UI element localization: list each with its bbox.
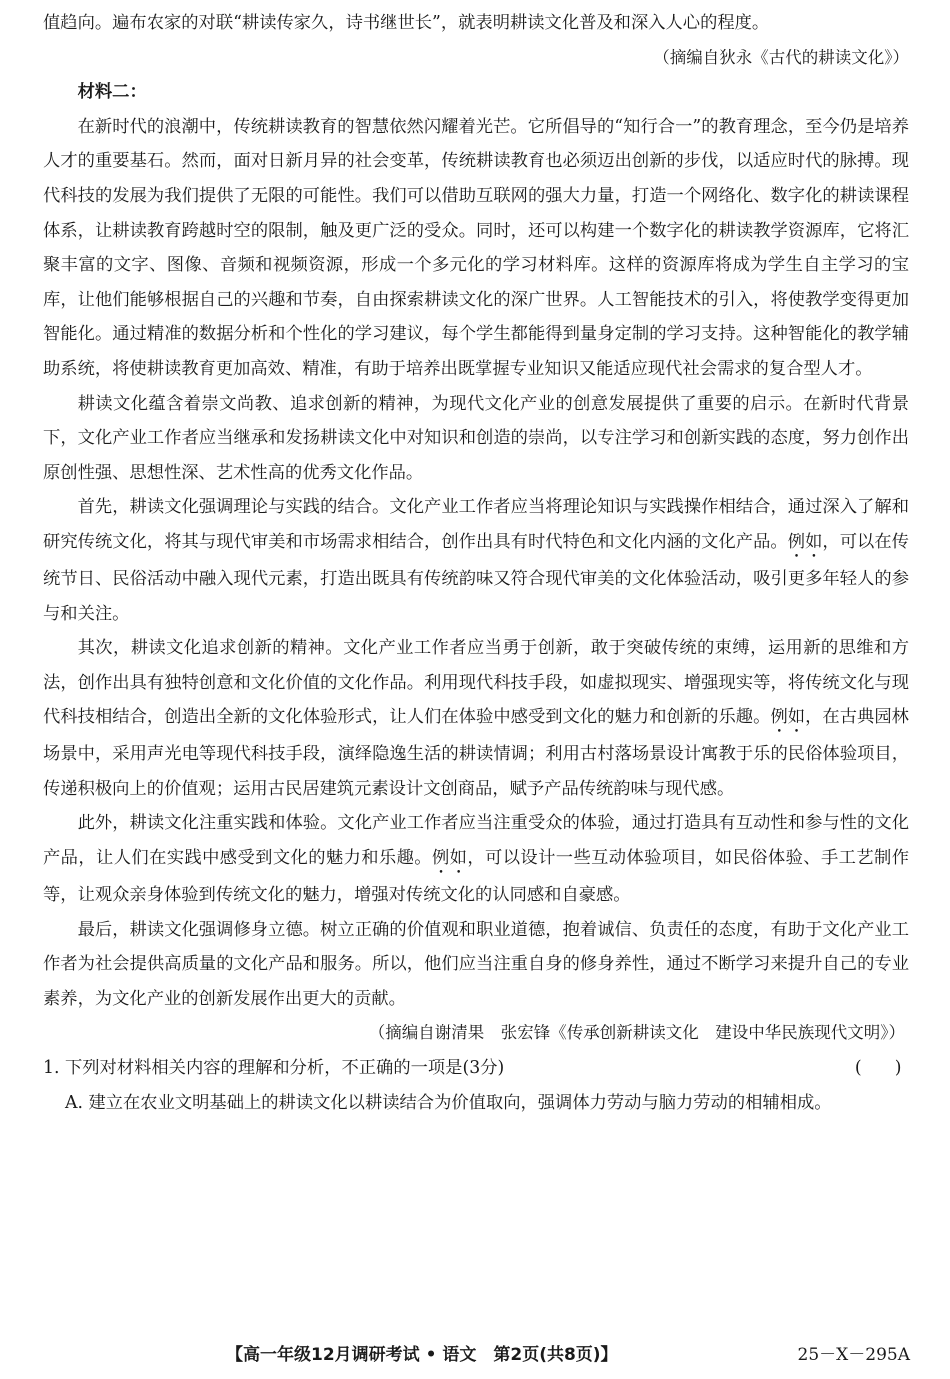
material1-tail-paragraph: 值趋向。遍布农家的对联“耕读传家久，诗书继世长”，就表明耕读文化普及和深入人心的程度。 xyxy=(43,13,770,33)
paragraph-3-text-b: ，可以在传统节日、民俗活动中融入现代元素，打造出既具有传统韵味又符合现代审美的文化体验活动，吸引更多年轻人的参与和关注。 xyxy=(43,531,909,624)
material2-paragraph-2: 耕读文化蕴含着崇文尚教、追求创新的精神，为现代文化产业的创意发展提供了重要的启示。在新时代背景下，文化产业工作者应当继承和发扬耕读文化中对知识和创造的崇尚，以专注学习和创新实践的态度，努力创作出原创性强、思想性深、艺术性高的优秀文化作品。 xyxy=(43,393,909,483)
material2-paragraph-3 xyxy=(43,490,909,631)
question-1-stem xyxy=(43,1051,909,1086)
material2-source: （摘编自谢清果 张宏锋《传承创新耕读文化 建设中华民族现代文明》） xyxy=(368,1023,905,1043)
material1-source: （摘编自狄永《古代的耕读文化》） xyxy=(653,47,909,67)
document-page xyxy=(43,6,909,1120)
answer-blank: ( ) xyxy=(854,1058,905,1079)
material2-heading: 材料二： xyxy=(77,82,147,103)
material2-paragraph-1: 在新时代的浪潮中，传统耕读教育的智慧依然闪耀着光芒。它所倡导的“知行合一”的教育理念，至今仍是培养人才的重要基石。然而，面对日新月异的社会变革，传统耕读教育也必须迈出创新的步伐，以适应时代的脉搏。现代科技的发展为我们提供了无限的可能性。我们可以借助互联网的强大力量，打造一个网络化、数字化的耕读课程体系，让耕读教育跨越时空的限制，触及更广泛的受众。同时，还可以构建一个数字化的耕读教学资源库，它将汇聚丰富的文字、图像、音频和视频资源，形成一个多元化的学习材料库。这样的资源库将成为学生自主学习的宝库，让他们能够根据自己的兴趣和节奏，自由探索耕读文化的深广世界。人工智能技术的引入，将使教学变得更加智能化。通过精准的数据分析和个性化的学习建议，每个学生都能得到量身定制的学习支持。这种智能化的教学辅助系统，将使耕读教育更加高效、精准，有助于培养出既掌握专业知识又能适应现代社会需求的复合型人才。 xyxy=(43,116,909,379)
paragraph-5-emphasis: 例如 xyxy=(431,848,468,869)
question-1-option-a: A. 建立在农业文明基础上的耕读文化以耕读结合为价值取向，强调体力劳动与脑力劳动的相辅相成。 xyxy=(65,1092,832,1113)
material2-paragraph-5 xyxy=(43,806,909,912)
page-footer xyxy=(0,1340,950,1370)
paragraph-3-emphasis: 例如 xyxy=(787,531,823,552)
paragraph-4-text-a: 其次，耕读文化追求创新的精神。文化产业工作者应当勇于创新，敢于突破传统的束缚，运用新的思维和方法，创作出具有独特创意和文化价值的文化作品。利用现代科技手段，如虚拟现实、增强现实等，将传统文化与现代科技相结合，创造出全新的文化体验形式，让人们在体验中感受到文化的魅力和创新的乐趣。 xyxy=(43,638,909,728)
material2-paragraph-4 xyxy=(43,631,909,806)
paragraph-5-text-a: 此外，耕读文化注重实践和体验。文化产业工作者应当注重受众的体验，通过打造具有互动性和参与性的文化产品，让人们在实践中感受到文化的魅力和乐趣。 xyxy=(43,813,909,869)
paragraph-4-emphasis: 例如 xyxy=(770,707,806,728)
footer-paper-code: 25－X－295A xyxy=(797,1345,910,1365)
paragraph-4-text-b: ，在古典园林场景中，采用声光电等现代科技手段，演绎隐逸生活的耕读情调；利用古村落场景设计寓教于乐的民俗体验项目，传递积极向上的价值观；运用古民居建筑元素设计文创商品，赋予产品传统韵味与现代感。 xyxy=(43,707,909,799)
paragraph-3-text-a: 首先，耕读文化强调理论与实践的结合。文化产业工作者应当将理论知识与实践操作相结合，通过深入了解和研究传统文化，将其与现代审美和市场需求相结合，创作出具有时代特色和文化内涵的文化产品。 xyxy=(43,497,909,552)
question-1-text: 1. 下列对材料相关内容的理解和分析，不正确的一项是(3分) xyxy=(43,1058,505,1079)
footer-exam-label: 【高一年级12月调研考试 • 语文 第2页(共8页)】 xyxy=(226,1345,618,1365)
material2-paragraph-6: 最后，耕读文化强调修身立德。树立正确的价值观和职业道德，抱着诚信、负责任的态度，有助于文化产业工作者为社会提供高质量的文化产品和服务。所以，他们应当注重自身的修身养性，通过不断学习来提升自己的专业素养，为文化产业的创新发展作出更大的贡献。 xyxy=(43,919,909,1009)
paragraph-5-text-b: ，可以设计一些互动体验项目，如民俗体验、手工艺制作等，让观众亲身体验到传统文化的魅力，增强对传统文化的认同感和自豪感。 xyxy=(43,848,909,906)
